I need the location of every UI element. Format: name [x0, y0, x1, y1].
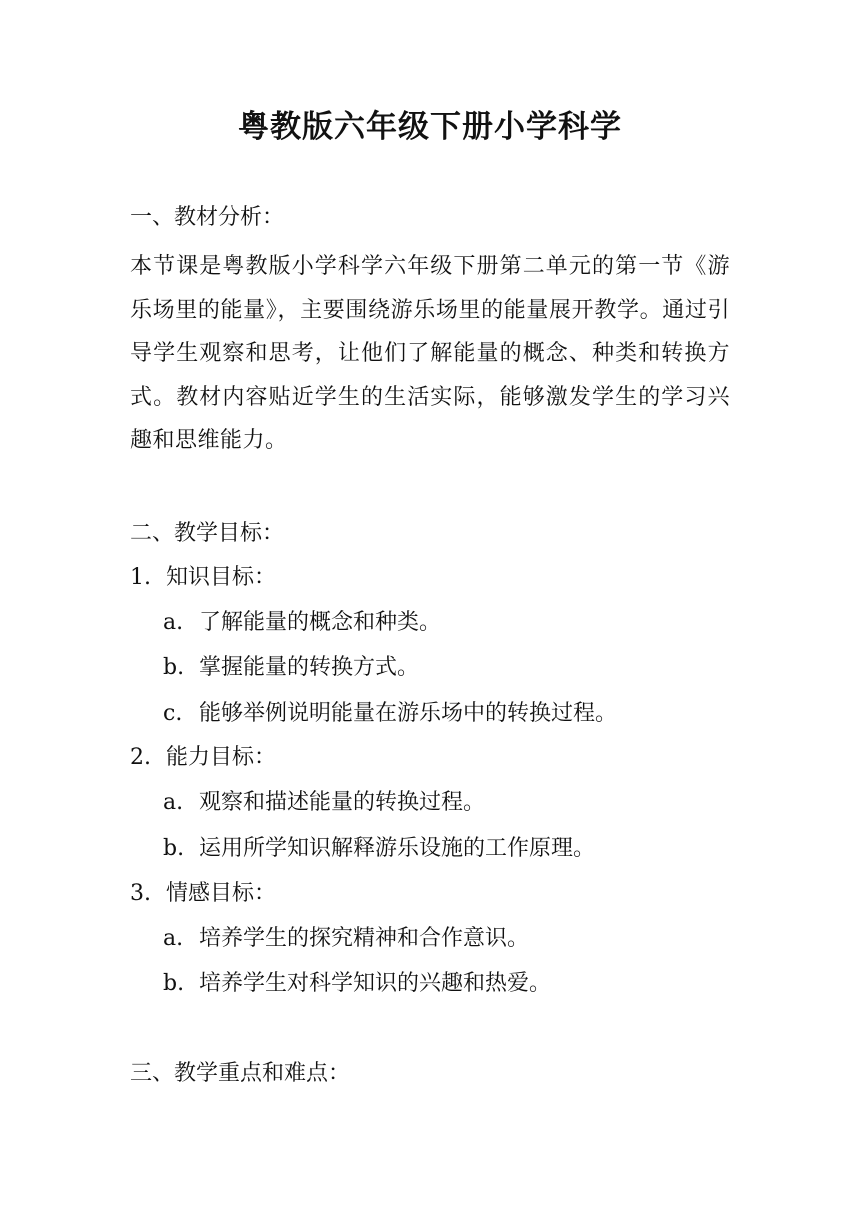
item-mark: c.	[163, 701, 183, 726]
item-mark: a.	[163, 790, 184, 815]
item-text: 培养学生对科学知识的兴趣和热爱。	[199, 971, 552, 996]
item-mark: b.	[163, 836, 185, 861]
item-mark: b.	[163, 971, 185, 996]
goal-number: 1.	[130, 565, 151, 590]
list-item	[163, 653, 419, 683]
item-mark: a.	[163, 610, 184, 635]
item-text: 掌握能量的转换方式。	[199, 655, 420, 680]
item-text: 培养学生的探究精神和合作意识。	[199, 926, 530, 951]
list-item	[163, 924, 529, 954]
section-heading-key-points: 三、教学重点和难点：	[130, 1061, 351, 1086]
list-item	[163, 834, 595, 864]
goal-label: 情感目标：	[166, 881, 277, 906]
item-mark: a.	[163, 926, 184, 951]
list-item	[163, 608, 441, 638]
goal-number: 2.	[130, 745, 151, 770]
goal-ability	[130, 743, 276, 773]
item-text: 能够举例说明能量在游乐场中的转换过程。	[199, 701, 618, 726]
section-heading-analysis: 一、教材分析：	[130, 205, 285, 230]
item-text: 了解能量的概念和种类。	[199, 610, 442, 635]
item-mark: b.	[163, 655, 185, 680]
goal-label: 能力目标：	[166, 745, 277, 770]
page-title: 粤教版六年级下册小学科学	[238, 109, 622, 145]
list-item	[163, 969, 551, 999]
item-text: 观察和描述能量的转换过程。	[199, 790, 486, 815]
goal-number: 3.	[130, 881, 151, 906]
item-text: 运用所学知识解释游乐设施的工作原理。	[199, 836, 596, 861]
goal-knowledge	[130, 563, 276, 593]
list-item	[163, 699, 617, 729]
goal-emotion	[130, 879, 276, 909]
goal-label: 知识目标：	[166, 565, 277, 590]
list-item	[163, 788, 485, 818]
analysis-paragraph: 本节课是粤教版小学科学六年级下册第二单元的第一节《游乐场里的能量》，主要围绕游乐场里的能量展开教学。通过引导学生观察和思考，让他们了解能量的概念、种类和转换方式。教材内容贴近学生的生活实际，能够激发学生的学习兴趣和思维能力。	[130, 254, 730, 454]
section-heading-goals: 二、教学目标：	[130, 521, 285, 546]
